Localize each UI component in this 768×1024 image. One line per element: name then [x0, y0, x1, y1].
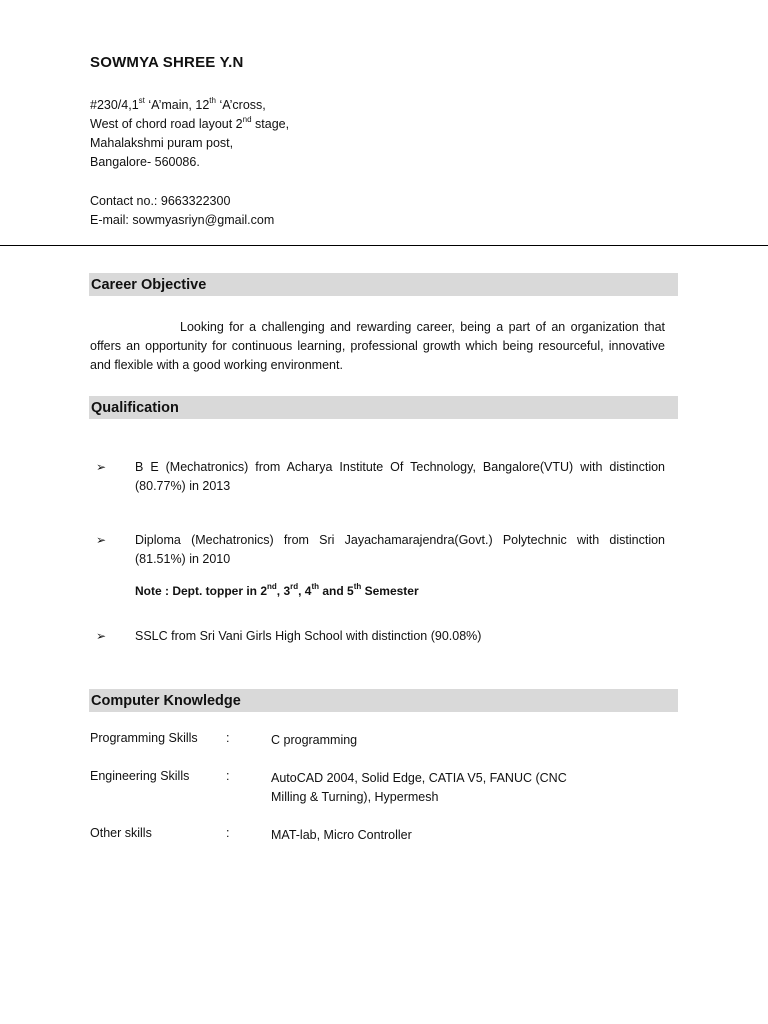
skill-value-engineering: AutoCAD 2004, Solid Edge, CATIA V5, FANUC (CNC Milling & Turning), Hypermesh [271, 771, 567, 804]
skill-value-programming: C programming [271, 733, 358, 747]
address-line-3: Mahalakshmi puram post, [90, 136, 234, 150]
address-block [90, 96, 289, 172]
address-line-1: #230/4,1st ‘A’main, 12th ‘A’cross, [90, 95, 266, 112]
career-objective-text: Looking for a challenging and rewarding career, being a part of an organization that offers an opportunity for continuous learning, professional growth which being resourceful, innovative and flexible with a good working environment. [90, 320, 665, 372]
skill-separator: : [226, 731, 230, 745]
email-address: E-mail: sowmyasriyn@gmail.com [90, 213, 275, 227]
arrowhead-bullet-icon: ➢ [96, 533, 107, 547]
header-divider [0, 245, 768, 246]
topper-note: Note : Dept. topper in 2nd, 3rd, 4th and 5th Semester [135, 582, 419, 598]
contact-block [90, 192, 274, 230]
candidate-name: SOWMYA SHREE Y.N [90, 54, 244, 71]
skill-label-programming: Programming Skills [90, 731, 198, 745]
skill-label-other: Other skills [90, 826, 152, 840]
section-heading-qualification: Qualification [89, 396, 678, 419]
address-line-4: Bangalore- 560086. [90, 155, 200, 169]
skill-label-engineering: Engineering Skills [90, 769, 190, 783]
skill-separator: : [226, 769, 230, 783]
arrowhead-bullet-icon: ➢ [96, 460, 107, 474]
skill-separator: : [226, 826, 230, 840]
contact-number: Contact no.: 9663322300 [90, 194, 231, 208]
qualification-item: ➢ B E (Mechatronics) from Acharya Institute Of Technology, Bangalore(VTU) with distinction (80.77%) in 2013 [96, 460, 665, 493]
qualification-item: ➢ SSLC from Sri Vani Girls High School with distinction (90.08%) [90, 627, 665, 646]
address-line-2: West of chord road layout 2nd stage, [90, 114, 290, 131]
skill-value-other: MAT-lab, Micro Controller [271, 828, 412, 842]
arrowhead-bullet-icon: ➢ [96, 629, 107, 643]
section-heading-career-objective: Career Objective [89, 273, 678, 296]
section-heading-computer-knowledge: Computer Knowledge [89, 689, 678, 712]
qualification-item: ➢ Diploma (Mechatronics) from Sri Jayachamarajendra(Govt.) Polytechnic with distinction (81.51%) in 2010 [96, 533, 665, 566]
